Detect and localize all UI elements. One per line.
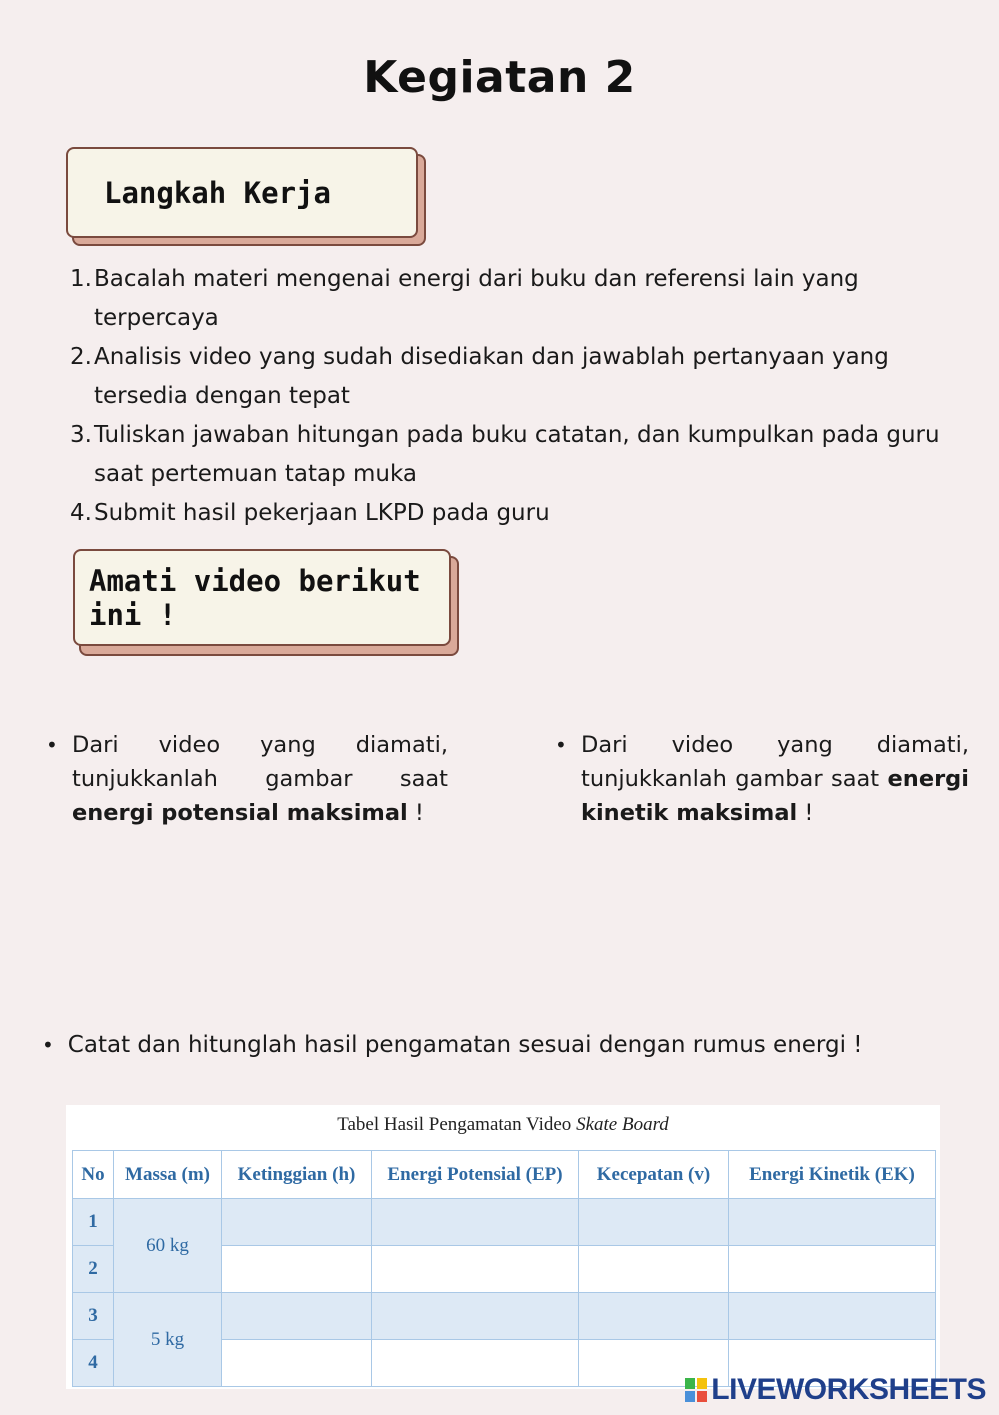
row-number: 2 — [73, 1246, 114, 1293]
step-number: 1. — [70, 266, 92, 292]
massa-cell: 5 kg — [114, 1293, 222, 1387]
bullet-icon: • — [46, 733, 58, 757]
steps-list — [68, 260, 978, 533]
step-text: Analisis video yang sudah disediakan dan jawablah pertanyaan yang tersedia dengan tepat — [94, 344, 889, 409]
amati-video-card — [73, 549, 451, 646]
step-item — [68, 416, 978, 494]
caption-text: Tabel Hasil Pengamatan Video — [337, 1114, 577, 1135]
instruction-note — [42, 1028, 863, 1062]
ketinggian-cell — [222, 1246, 372, 1293]
question-text: Dari video yang diamati, tunjukkanlah gambar saat — [72, 732, 448, 792]
kecepatan-cell — [579, 1199, 729, 1246]
step-item — [68, 260, 978, 338]
table-caption — [66, 1105, 940, 1140]
kecepatan-cell — [579, 1293, 729, 1340]
liveworksheets-watermark — [685, 1373, 986, 1407]
massa-cell: 60 kg — [114, 1199, 222, 1293]
header-no: No — [73, 1151, 114, 1199]
liveworksheets-logo-icon — [685, 1378, 707, 1402]
kecepatan-cell — [579, 1246, 729, 1293]
observation-table — [72, 1150, 936, 1387]
header-massa: Massa (m) — [114, 1151, 222, 1199]
question-emphasis: energi potensial maksimal — [72, 800, 408, 826]
question-emphasis: energi kinetik maksimal — [581, 766, 969, 826]
step-text: Submit hasil pekerjaan LKPD pada guru — [94, 500, 550, 526]
header-ketinggian: Ketinggian (h) — [222, 1151, 372, 1199]
row-number: 1 — [73, 1199, 114, 1246]
ep-cell — [372, 1293, 579, 1340]
question-kinetik — [555, 728, 969, 830]
ek-cell — [729, 1246, 936, 1293]
header-energi-potensial: Energi Potensial (EP) — [372, 1151, 579, 1199]
ketinggian-cell — [222, 1199, 372, 1246]
ep-cell — [372, 1340, 579, 1387]
ketinggian-cell — [222, 1293, 372, 1340]
ep-cell — [372, 1199, 579, 1246]
table-header-row — [73, 1151, 936, 1199]
note-text: Catat dan hitunglah hasil pengamatan sesuai dengan rumus energi ! — [67, 1032, 863, 1058]
question-potensial — [46, 728, 448, 830]
step-number: 3. — [70, 422, 92, 448]
bullet-icon: • — [42, 1033, 54, 1057]
ek-cell — [729, 1199, 936, 1246]
table-row — [73, 1293, 936, 1340]
watermark-text: LIVEWORKSHEETS — [711, 1373, 986, 1406]
table-row — [73, 1199, 936, 1246]
page-title: Kegiatan 2 — [363, 52, 636, 103]
step-number: 2. — [70, 344, 92, 370]
bullet-icon: • — [555, 733, 567, 757]
header-energi-kinetik: Energi Kinetik (EK) — [729, 1151, 936, 1199]
row-number: 4 — [73, 1340, 114, 1387]
ketinggian-cell — [222, 1340, 372, 1387]
step-text: Bacalah materi mengenai energi dari buku dan referensi lain yang terpercaya — [94, 266, 859, 331]
observation-table-image — [66, 1105, 940, 1389]
row-number: 3 — [73, 1293, 114, 1340]
ek-cell — [729, 1293, 936, 1340]
caption-italic: Skate Board — [576, 1114, 669, 1135]
amati-video-label: Amati video berikut ini ! — [89, 563, 421, 632]
langkah-kerja-card — [66, 147, 418, 238]
langkah-kerja-label: Langkah Kerja — [104, 175, 331, 210]
question-suffix: ! — [797, 800, 814, 826]
question-text: Dari video yang diamati, tunjukkanlah gambar saat — [581, 732, 969, 792]
step-item — [68, 494, 978, 533]
header-kecepatan: Kecepatan (v) — [579, 1151, 729, 1199]
step-text: Tuliskan jawaban hitungan pada buku catatan, dan kumpulkan pada guru saat pertemuan tatap muka — [94, 422, 940, 487]
ep-cell — [372, 1246, 579, 1293]
step-number: 4. — [70, 500, 92, 526]
step-item — [68, 338, 978, 416]
question-suffix: ! — [407, 800, 424, 826]
